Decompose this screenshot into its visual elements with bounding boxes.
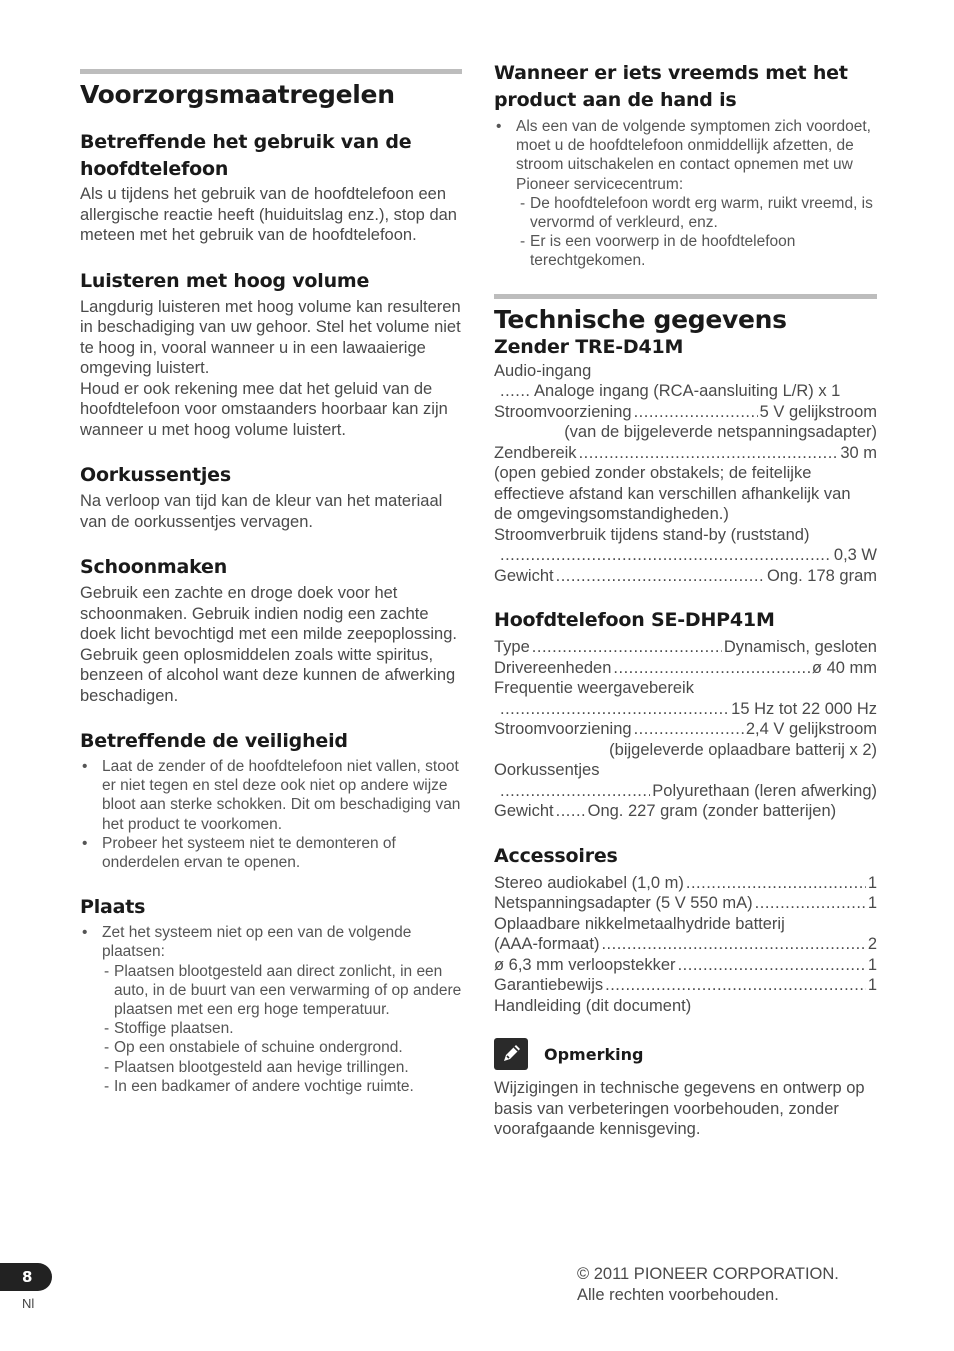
accessory-qty: 2	[867, 935, 877, 954]
volume-text-2: Houd er ook rekening mee dat het geluid van de hoofdtelefoon voor omstaanders hoorbaar kan zijn wanneer u met hoog volume luistert.	[80, 379, 448, 439]
accessory-row	[494, 873, 877, 894]
accessory-label-line1: Oplaadbare nikkelmetaalhydride batterij	[494, 914, 785, 933]
place-dash-list	[80, 962, 462, 1096]
manual-item: Handleiding (dit document)	[494, 996, 692, 1015]
hp-weight-row	[494, 801, 877, 822]
tx-power-label: Stroomvoorziening	[494, 402, 632, 421]
note-text: Wijzigingen in technische gegevens en ontwerp op basis van verbeteringen voorbehouden, zonder voorafgaande kennisgeving.	[494, 1079, 865, 1139]
language-code: Nl	[22, 1296, 35, 1311]
range-row	[494, 443, 877, 464]
headphone-use-text: Als u tijdens het gebruik van de hoofdtelefoon een allergische reactie heeft (huiduitslag enz.), stop dan meteen met het gebruik van de hoofdtelefoon.	[80, 185, 457, 244]
place-dash-item: - Plaatsen blootgesteld aan direct zonlicht, in een auto, in de buurt van een verwarming of op andere plaatsen met een erg hoge temperatuur.	[102, 962, 462, 1020]
type-label: Type	[494, 638, 530, 657]
driver-row	[494, 658, 877, 679]
trouble-dash-item: - De hoofdtelefoon wordt erg warm, ruikt vreemd, is vervormd of verkleurd, enz.	[518, 194, 877, 232]
cleaning-heading: Schoonmaken	[80, 556, 228, 578]
accessories-heading: Accessoires	[494, 844, 618, 867]
accessory-row	[494, 893, 877, 914]
volume-text: Langdurig luisteren met hoog volume kan resulteren in beschadiging van uw gehoor. Stel het volume niet te hoog in, vooral wanneer u in een lawaaierige omgeving luistert.	[80, 297, 461, 377]
audio-input-value: Analoge ingang (RCA-aansluiting L/R) x 1	[534, 382, 841, 401]
trouble-dash-item: - Er is een voorwerp in de hoofdtelefoon terechtgekomen.	[518, 232, 877, 270]
pads-row	[494, 781, 877, 802]
audio-input-row	[494, 381, 877, 402]
accessory-row	[494, 975, 877, 996]
place-dash-item: - Plaatsen blootgesteld aan hevige trillingen.	[102, 1058, 462, 1077]
tx-power-value: 5 V gelijkstroom	[759, 402, 877, 421]
place-dash-item: - Stoffige plaatsen.	[102, 1019, 462, 1038]
headphone-use-heading: Betreffende het gebruik van de hoofdtelefoon	[80, 131, 412, 180]
safety-heading: Betreffende de veiligheid	[80, 730, 348, 752]
tx-weight-value: Ong. 178 gram	[766, 566, 877, 585]
hp-weight-value: Ong. 227 gram (zonder batterijen)	[587, 802, 837, 821]
standby-value: 0,3 W	[833, 546, 877, 565]
driver-label: Drivereenheden	[494, 658, 612, 677]
accessory-row	[494, 955, 877, 976]
range-label: Zendbereik	[494, 443, 577, 462]
trouble-heading: Wanneer er iets vreemds met het product aan de hand is	[494, 62, 848, 111]
pads-label: Oorkussentjes	[494, 761, 600, 780]
accessory-qty: 1	[867, 955, 877, 974]
audio-input-label: Audio-ingang	[494, 361, 592, 380]
section-rule	[80, 69, 462, 74]
cleaning-text: Gebruik een zachte en droge doek voor het schoonmaken. Gebruik indien nodig een zachte doek licht bevochtigd met een milde zeepoplossing. Gebruik geen oplosmiddelen zoals witte spiritus, benzeen of alcohol want deze kunnen de afwerking beschadigen.	[80, 584, 457, 705]
accessory-row	[494, 934, 877, 955]
earpads-heading: Oorkussentjes	[80, 464, 231, 486]
hp-power-row	[494, 719, 877, 740]
right-column	[494, 0, 877, 1140]
note-label: Opmerking	[544, 1044, 644, 1064]
accessory-qty: 1	[867, 894, 877, 913]
range-value: 30 m	[840, 443, 877, 462]
pads-value: Polyurethaan (leren afwerking)	[652, 781, 877, 800]
page-number-badge: 8	[0, 1263, 52, 1291]
tx-power-note: (van de bijgeleverde netspanningsadapter)	[564, 423, 877, 442]
driver-value: ø 40 mm	[811, 658, 877, 677]
standby-label: Stroomverbruik tijdens stand-by (ruststand)	[494, 525, 810, 544]
range-note: (open gebied zonder obstakels; de feitelijke effectieve afstand kan verschillen afhankelijk van de omgevingsomstandigheden.)	[494, 464, 851, 524]
pencil-note-icon	[494, 1038, 528, 1070]
accessory-label: (AAA-formaat)	[494, 935, 600, 954]
hp-weight-label: Gewicht	[494, 802, 554, 821]
standby-row	[494, 545, 877, 566]
hp-power-note: (bijgeleverde oplaadbare batterij x 2)	[609, 740, 877, 759]
left-column	[80, 0, 462, 1096]
tx-weight-row	[494, 566, 877, 587]
specs-title: Technische gegevens	[494, 304, 787, 334]
hp-power-label: Stroomvoorziening	[494, 720, 632, 739]
place-dash-item: - In een badkamer of andere vochtige ruimte.	[102, 1077, 462, 1096]
accessory-qty: 1	[867, 873, 877, 892]
freq-value: 15 Hz tot 22 000 Hz	[731, 699, 877, 718]
freq-label: Frequentie weergavebereik	[494, 679, 694, 698]
safety-bullet: • Probeer het systeem niet te demonteren of onderdelen ervan te openen.	[80, 834, 462, 872]
trouble-dash-list	[494, 194, 877, 271]
freq-row	[494, 699, 877, 720]
copyright	[577, 1264, 839, 1305]
place-bullet: • Zet het systeem niet op een van de volgende plaatsen:	[80, 923, 462, 961]
type-row	[494, 637, 877, 658]
copyright-line-1: © 2011 PIONEER CORPORATION.	[577, 1265, 839, 1283]
place-dash-item: - Op een onstabiele of schuine ondergrond.	[102, 1038, 462, 1057]
trouble-bullet: • Als een van de volgende symptomen zich voordoet, moet u de hoofdtelefoon onmiddellijk afzetten, de stroom uitschakelen en contact opnemen met uw Pioneer servicecentrum:	[494, 117, 877, 194]
transmitter-heading: Zender TRE-D41M	[494, 335, 684, 358]
earpads-text: Na verloop van tijd kan de kleur van het materiaal van de oorkussentjes vervagen.	[80, 492, 443, 531]
tx-weight-label: Gewicht	[494, 566, 554, 585]
accessory-label: Garantiebewijs	[494, 976, 604, 995]
hp-power-value: 2,4 V gelijkstroom	[745, 720, 877, 739]
place-heading: Plaats	[80, 896, 146, 919]
headphones-heading: Hoofdtelefoon SE-DHP41M	[494, 609, 775, 632]
volume-heading: Luisteren met hoog volume	[80, 269, 370, 292]
accessory-qty: 1	[867, 976, 877, 995]
note-header	[494, 1038, 877, 1070]
accessory-label: ø 6,3 mm verloopstekker	[494, 955, 676, 974]
type-value: Dynamisch, gesloten	[723, 638, 877, 657]
accessory-label: Netspanningsadapter (5 V 550 mA)	[494, 894, 753, 913]
accessory-label: Stereo audiokabel (1,0 m)	[494, 873, 684, 892]
section-rule	[494, 294, 877, 299]
copyright-line-2: Alle rechten voorbehouden.	[577, 1285, 779, 1304]
tx-power-row	[494, 402, 877, 423]
precautions-title: Voorzorgsmaatregelen	[80, 80, 395, 109]
safety-bullet: • Laat de zender of de hoofdtelefoon niet vallen, stoot er niet tegen en stel deze ook niet op andere wijze bloot aan sterke schokken. Dit om beschadiging van het product te voorkomen.	[80, 757, 462, 834]
